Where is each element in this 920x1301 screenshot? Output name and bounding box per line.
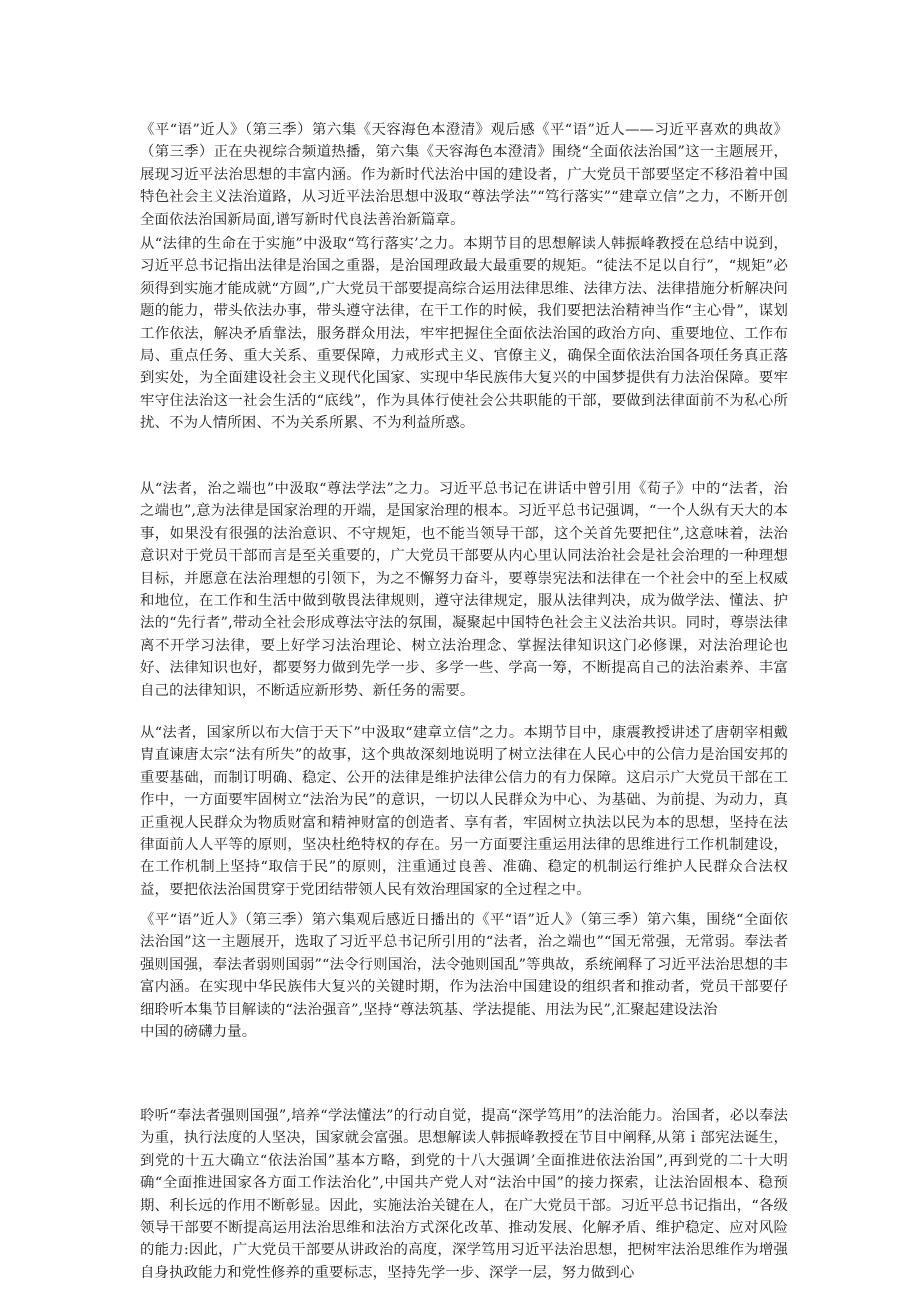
- paragraph-review: [140, 909, 788, 1043]
- paragraph-respect: 从“法者，治之端也”中汲取“尊法学法”之力。习近平总书记在讲话中曾引用《荀子》中的“法者，治之端也”,意为法律是国家治理的开端，是国家治理的根本。习近平总书记强调，“一个人纵有天大的本事，如果没有很强的法治意识、不守规矩，也不能当领导干部，这个关首先要把住”,这意味着，法治意识对于党员干部而言是至关重要的，广大党员干部要从内心里认同法治社会是社会治理的一种理想目标，并愿意在法治理想的引领下，为之不懈努力奋斗，要尊崇宪法和法律在一个社会中的至上权威和地位，在工作和生活中做到敬畏法律规则，遵守法律规定，服从法律判决，成为做学法、懂法、护法的“先行者”,带动全社会形成尊法守法的氛围，凝聚起中国特色社会主义法治共识。同时，尊崇法律离不开学习法律，要上好学习法治理论、树立法治理念、掌握法律知识这门必修课，对法治理论也好、法律知识也好，都要努力做到先学一步、多学一些、学高一筹，不断提高自己的法治素养、丰富自己的法律知识，不断适应新形势、新任务的需要。: [140, 481, 788, 699]
- paragraph-practice: 从“法律的生命在于实施”中汲取“笃行落实’之力。本期节目的思想解读人韩振峰教授在总结中说到，习近平总书记指出法律是治国之重器，是治国理政最大最重要的规矩。“徒法不足以自行”，“规矩”必须得到实施才能成就“方圆”,广大党员干部要提高综合运用法律思维、法律方法、法律措施分析解决问题的能力，带头依法办事，带头遵守法律，在干工作的时候，我们要把法治精神当作“主心骨”，谋划工作依法，解决矛盾靠法，服务群众用法，牢牢把握住全面依法治国的政治方向、重要地位、工作布局、重点任务、重大关系、重要保障，力戒形式主义、官僚主义，确保全面依法治国各项任务真正落到实处，为全面建设社会主义现代化国家、实现中华民族伟大复兴的中国梦提供有力法治保障。要牢牢守住法治这一社会生活的“底线”，作为具体行使社会公共职能的干部，要做到法律面前不为私心所扰、不为人情所困、不为关系所累、不为利益所惑。: [140, 236, 788, 432]
- paragraph-intro: 《平“语”近人》（第三季）第六集《天容海色本澄清》观后感《平“语”近人——习近平喜欢的典故》（第三季）正在央视综合频道热播，第六集《天容海色本澄清》围绕“全面依法治国”这一主题展开，展现习近平法治思想的丰富内涵。作为新时代法治中国的建设者，广大党员干部要坚定不移沿着中国特色社会主义法治道路，从习近平法治思想中汲取“尊法学法”“笃行落实”“建章立信”之力，不断开创全面依法治国新局面,谱写新时代良法善治新篇章。: [140, 122, 788, 228]
- paragraph-review-body: 《平“语”近人》（第三季）第六集观后感近日播出的《平“语”近人》（第三季）第六集，围绕“全面依法治国”这一主题展开，选取了习近平总书记所引用的“法者，治之端也”“国无常强，无常弱。奉法者强则国强，奉法者弱则国弱”“法令行则国治，法令弛则国乱”等典故，系统阐释了习近平法治思想的丰富内涵。在实现中华民族伟大复兴的关键时期，作为法治中国建设的组织者和推动者，党员干部要仔细聆听本集节目解读的“法治强音”,坚持“尊法筑基、学法提能、用法为民”,汇聚起建设法治: [140, 912, 788, 1018]
- paragraph-trust: 从“法者，国家所以布大信于天下”中汲取“建章立信”之力。本期节目中，康震教授讲述了唐朝宰相戴胄直谏唐太宗“法有所失”的故事，这个典故深刻地说明了树立法律在人民心中的公信力是治国安邦的重要基础，而制订明确、稳定、公开的法律是维护法律公信力的有力保障。这启示广大党员干部在工作中，一方面要牢固树立“法治为民”的意识，一切以人民群众为中心、为基础、为前提、为动力，真正重视人民群众为物质财富和精神财富的创造者、享有者，牢固树立执法以民为本的思想，坚持在法律面前人人平等的原则，坚决杜绝特权的存在。另一方面要注重运用法律的思维进行工作机制建设，在工作机制上坚持“取信于民”的原则，注重通过良善、准确、稳定的机制运行维护人民群众合法权益，要把依法治国贯穿于党团结带领人民有效治理国家的全过程之中。: [140, 725, 788, 898]
- paragraph-ability: 聆听“奉法者强则国强”,培养“学法懂法”的行动自觉，提高“深学笃用”的法治能力。治国者，必以奉法为重，执行法度的人坚决，国家就会富强。思想解读人韩振峰教授在节目中阐释,从第ｉ部宪法诞生，到党的十五大确立“依法治国”基本方略，到党的十八大强调’全面推进依法治国”,再到党的二十大明确“全面推进国家各方面工作法治化”,中国共产党人对“法治中国”的接力探索，让法治固根本、稳预期、利长远的作用不断彰显。因此，实施法治关键在人，在广大党员干部。习近平总书记指出，“各级领导干部要不断提高运用法治思维和法治方式深化改革、推动发展、化解矛盾、维护稳定、应对风险的能力:因此，广大党员干部要从讲政治的高度，深学笃用习近平法治思想，把树牢法治思维作为增强自身执政能力和党性修养的重要标志，坚持先学一步、深学一层，努力做到心: [140, 1108, 788, 1281]
- paragraph-review-tail: 中国的磅礴力量。: [140, 1024, 257, 1041]
